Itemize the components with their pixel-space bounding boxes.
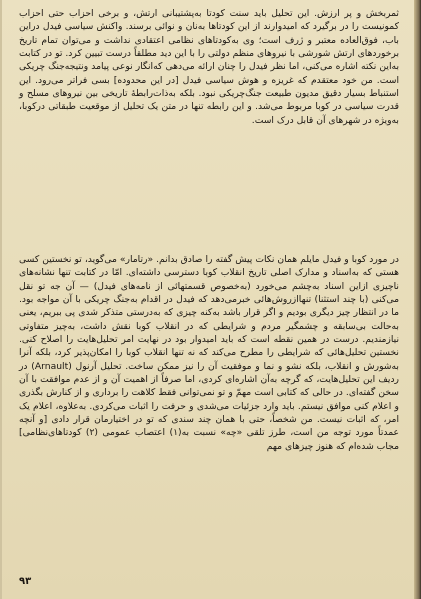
paragraph-1: ثمربخش و پر ارزش. این تحلیل باید سنت کودتا به‌پشتیبانی ارتش، و برخی احزاب حتی احزاب کمونیست را در برگیرد که امیدوارند از این کودتاها به‌نان و نوائی برسند. واکنش سیاسی فیدل دراین باب، فوق‌العاده معتبر و ژرف است؛ وی به‌کودتاهای نظامی اعتقادی نداشت و می‌توان تمام تاریخ برخوردهای ارتش شورشی با نیروهای منظم دولتی را با این دید مطلقاً درست تبیین کرد. تو در کتابت به‌این نکته اشاره می‌کنی، اما نظر فیدل را چنان ارائه می‌دهی که‌انگار نوعی پیامد ونتیجه‌جنگ چریکی است. من خود معتقدم که غریزه و هوش سیاسی فیدل [در این محدوده] بسی فراتر می‌رود. این استنباط بسیار دقیق مدیون طبیعت جنگ‌چریکی نبود. بلکه به‌ذات‌رابطهٔ تاریخی بین نیروهای مسلح و قدرت سیاسی در کوبا مربوط می‌شد. و این رابطه تنها در متن یک تحلیل از موقعیت طبقاتی درکوبا، به‌ویژه در شهرهای آن قابل درک است. [19,8,399,126]
page-binding-shadow [414,0,421,599]
page-number: ۹۳ [19,576,32,587]
paragraph-2: در مورد کوبا و فیدل مایلم همان نکات پیش گفته را صادق بدانم. «رتامار» می‌گوید، تو نخستین کسی هستی که به‌اسناد و مدارک اصلی تاریخ انقلاب کوبا دسترسی داشته‌ای. امّا در کتابت تنها نشانه‌های ناچیزی ازاین اسناد به‌چشم می‌خورد (به‌خصوص قسمتهائی از نامه‌های فیدل) — آن جه تو نقل می‌کنی (با چند استثنا) تنهاازروش‌هائی خبرمی‌دهد که فیدل در اقدام به‌جنگ چریکی با آن مواجه بود. ما در انتظار چیز دیگری بودیم و اگر قرار باشد به‌کنه چیزی که به‌درستی متذکر شدی پی ببریم، یعنی به‌حالت بی‌سابقه و چشمگیر مردم و شرایطی که در انقلاب کوبا نقش داشت، به‌چیز متفاوتی نیازمندیم. درست در همین نقطه است که باید امیدوار بود در نهایت امر تحلیل‌هایت را اصلاح کنی. نخستین تحلیل‌هائی که شرایطی را مطرح می‌کند که نه تنها انقلاب کوبا را امکان‌پذیر کرد، بلکه آنرا به‌شورش و انقلاب، بلکه نشو و نما و موفقیت آن را نیز ممکن ساخت. تحلیل آرنول (Arnault) در ردیف این تحلیل‌هایت، که گرچه به‌آن اشاره‌ای کردی، اما صرفاً از اهمیت آن و از عدم موافقت با آن سخن گفته‌ای. در حالی که کتابی است مهمّ و تو نمی‌توانی فقط کلاهت را برداری و از کنارش بگذری و اعلام کنی موافق نیستم. باید وارد جزئیات می‌شدی و حرفت را اثبات می‌کردی. به‌علاوه، اعلام یک امر، که اثبات نیست. من شخصاً، حتی با همان چند سندی که تو در اختیارمان قرار دادی [و آنچه عمدتاً مورد توجه من است، طرز تلقی «چه» نسبت به(۱) اعتصاب عمومی (۲) کودتاهای‌نظامی] مجاب شده‌ام که هنوز چیزهای مهم [19,254,400,452]
page-left-edge [0,0,2,599]
